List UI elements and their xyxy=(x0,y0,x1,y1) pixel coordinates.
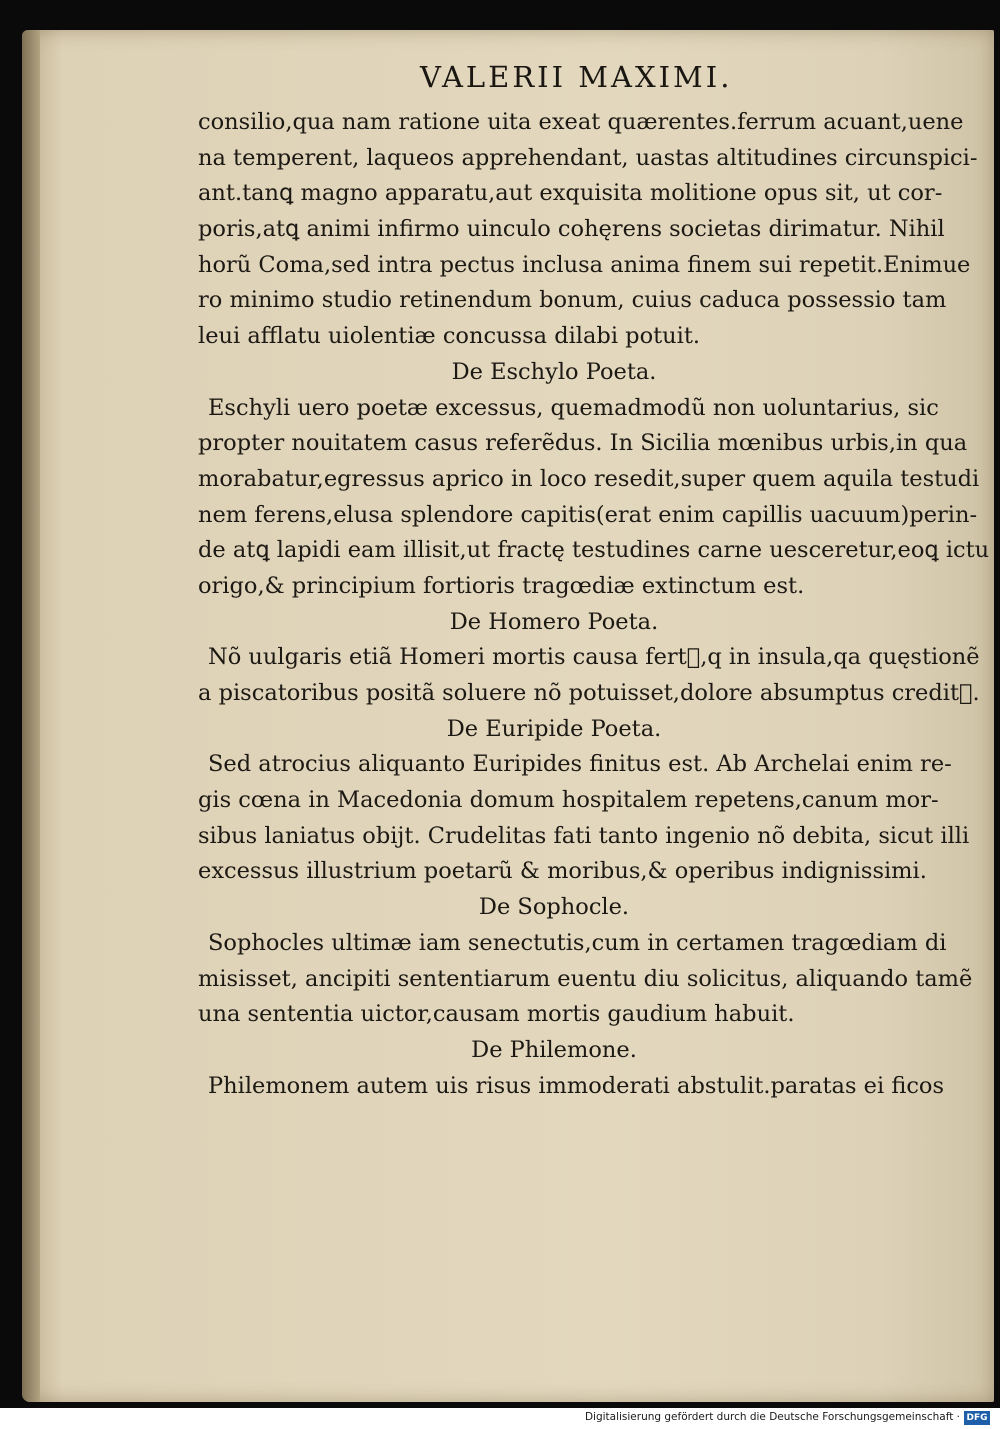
text-line: ro minimo studio retinendum bonum, cuius caduca possessio tam xyxy=(198,287,947,314)
text-line: propter nouitatem casus referẽdus. In Sicilia mœnibus urbis,in qua xyxy=(198,430,968,457)
running-head: VALERII MAXIMI. xyxy=(420,60,733,94)
text-line: sibus laniatus obijt. Crudelitas fati tanto ingenio nõ debita, sicut illi xyxy=(198,822,970,849)
text-line: de atꝗ lapidi eam illisit,ut fractę testudines carne uesceretur,eoꝗ ictu xyxy=(198,537,990,564)
text-line: Sed atrocius aliquanto Euripides finitus est. Ab Archelai enim re- xyxy=(208,751,952,778)
text-line: a piscatoribus positã soluere nõ potuisset,dolore absumptus creditᷓ. xyxy=(198,680,980,706)
section-heading: De Sophocle. xyxy=(478,894,630,921)
section-heading: De Philemone. xyxy=(471,1036,637,1063)
text-line: Eschyli uero poetæ excessus, quemadmodũ non uoluntarius, sic xyxy=(208,394,939,421)
text-line: na temperent, laqueos apprehendant, uastas altitudines circunspici- xyxy=(198,144,978,171)
section-heading: De Homero Poeta. xyxy=(449,608,659,635)
text-line: Philemonem autem uis risus immoderati abstulit.paratas ei ficos xyxy=(208,1072,945,1099)
text-line: leui afflatu uiolentiæ concussa dilabi potuit. xyxy=(198,323,701,350)
text-line: excessus illustrium poetarũ & moribus,& operibus indignissimi. xyxy=(198,858,927,885)
page-body-text xyxy=(198,105,990,1104)
text-line: morabatur,egressus aprico in loco resedit,super quem aquila testudi xyxy=(198,465,980,492)
text-line: una sententia uictor,causam mortis gaudium habuit. xyxy=(198,1001,795,1028)
digitization-footer xyxy=(0,1408,1000,1429)
text-line: Sophocles ultimæ iam senectutis,cum in certamen tragœdiam di xyxy=(208,929,947,956)
text-line: gis cœna in Macedonia domum hospitalem repetens,canum mor- xyxy=(198,787,939,814)
text-line: Nõ uulgaris etiã Homeri mortis causa fertᷓ,q in insula,qa quęstionẽ xyxy=(208,644,980,671)
text-line: ant.tanꝗ magno apparatu,aut exquisita molitione opus sit, ut cor- xyxy=(198,180,943,207)
page-gutter-edge xyxy=(22,30,40,1402)
footer-credit: Digitalisierung gefördert durch die Deutsche Forschungsgemeinschaft · xyxy=(584,1411,960,1423)
dfg-logo: DFG xyxy=(964,1411,990,1425)
text-line: misisset, ancipiti sententiarum euentu diu solicitus, aliquando tamẽ xyxy=(198,965,973,992)
text-line: horũ Coma,sed intra pectus inclusa anima finem sui repetit.Enimue xyxy=(198,251,971,278)
section-heading: De Eschylo Poeta. xyxy=(451,358,657,385)
text-line: origo,& principium fortioris tragœdiæ extinctum est. xyxy=(198,572,805,599)
text-line: consilio,qua nam ratione uita exeat quærentes.ferrum acuant,uene xyxy=(198,109,964,135)
section-heading: De Euripide Poeta. xyxy=(446,715,662,742)
text-line: poris,atꝗ animi infirmo uinculo cohęrens societas dirimatur. Nihil xyxy=(198,216,945,243)
text-line: nem ferens,elusa splendore capitis(erat enim capillis uacuum)perin- xyxy=(198,501,978,528)
